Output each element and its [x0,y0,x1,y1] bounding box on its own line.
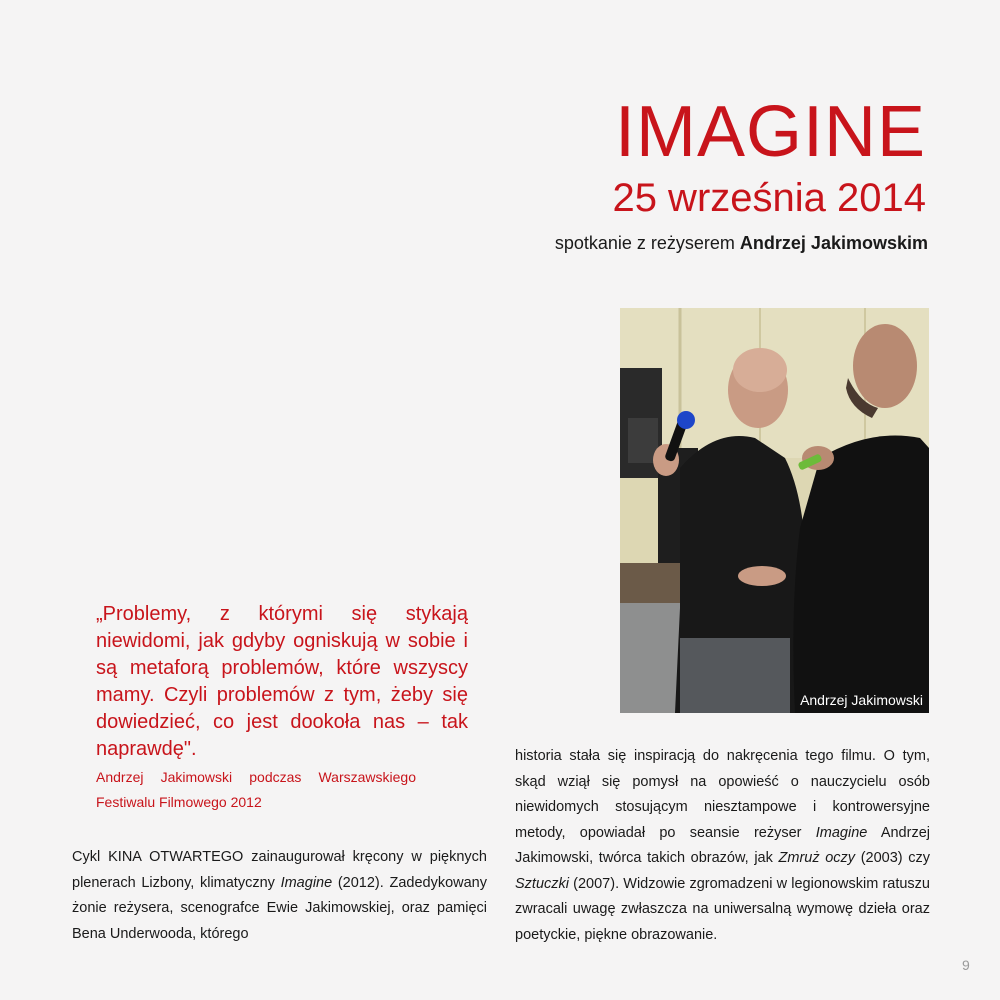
page-number: 9 [962,957,970,973]
pull-quote: „Problemy, z którymi się stykają niewidomi, jak gdyby ogniskują w sobie i są metaforą problemów, które wszyscy mamy. Czyli problemów z tym, żeby się dowiedzieć, co jest dookoła nas – tak naprawdę". [96,603,468,760]
article-column-right [515,744,930,948]
photo-illustration [620,308,929,713]
article-left-text-2: (2012). Zadedykowany żonie reżysera, scenografce Ewie Jakimowskiej, oraz pamięci Bena Underwooda, którego [72,874,487,942]
event-date: 25 września 2014 [612,176,926,220]
page-title: IMAGINE [614,92,926,172]
film-title-sztuczki: Sztuczki [515,875,569,892]
article-left-text-1: Cykl KINA OTWARTEGO zainaugurował kręcony w pięknych plenerach Lizbony, klimatyczny [72,849,487,891]
article-right-text-1: historia stała się inspiracją do nakręcenia tego filmu. O tym, skąd wziął się pomysł na opowieść o nauczycielu osób niewidomych stosującym niesztampowe i kontrowersyjne metody, opowiadał po seansie reżyser [515,748,930,841]
film-title-imagine: Imagine [280,874,333,891]
article-right-text-4: (2007). Widzowie zgromadzeni w legionowskim ratuszu zwracali uwagę zwłaszcza na uniwersalną wymowę dzieła oraz poetyckie, piękne obrazowanie. [515,875,930,943]
quote-attribution [96,765,416,815]
article-right-text-2: Andrzej Jakimowski, twórca takich obrazów, jak [515,824,930,866]
quote-attribution-line1: Andrzej Jakimowski podczas Warszawskiego [96,769,416,785]
subtitle-prefix: spotkanie z reżyserem [554,233,740,253]
subtitle-director-name: Andrzej Jakimowskim [739,233,928,253]
quote-attribution-line2: Festiwalu Filmowego 2012 [96,794,262,810]
film-title-zmruz-oczy: Zmruż oczy [778,850,856,866]
article-right-text-3: (2003) czy [855,850,931,866]
film-title-imagine-2: Imagine [815,824,868,841]
director-photo [620,308,929,713]
photo-caption: Andrzej Jakimowski [800,692,923,708]
event-subtitle [555,233,928,254]
article-column-left [72,845,487,947]
